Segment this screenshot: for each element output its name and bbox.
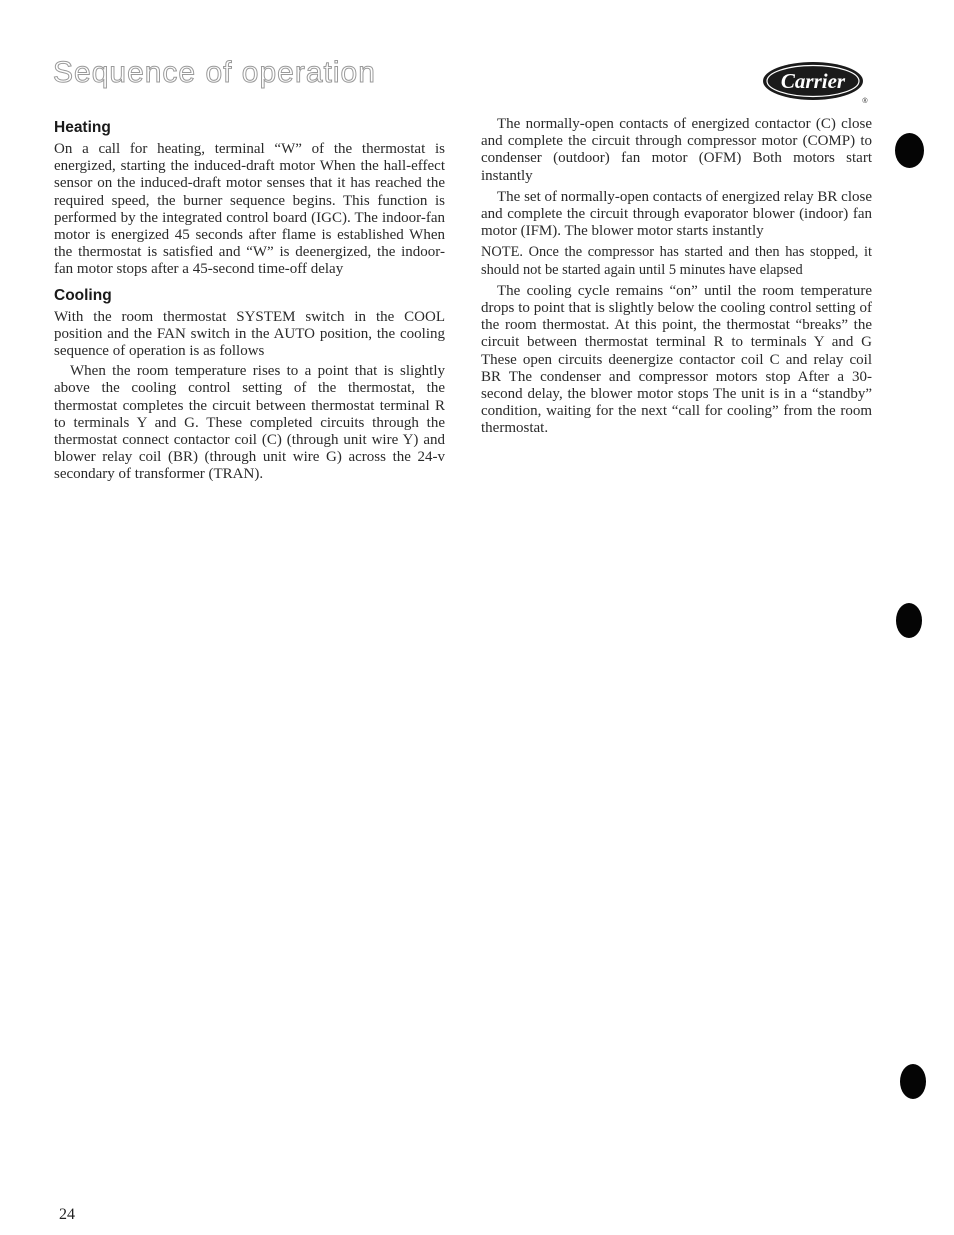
compressor-note: NOTE. Once the compressor has started and then has stopped, it should not be started again until 5 minutes have elapsed xyxy=(481,244,872,278)
cooling-cycle-paragraph: The cooling cycle remains “on” until the room temperature drops to point that is slightly below the cooling control setting of the room thermostat. At this point, the thermostat “breaks” the circuit between thermostat terminal R to terminals Y and G These open circuits deenergize contactor coil C and relay coil BR The condenser and compressor motors stop After a 30-second delay, the blower motor stops The unit is in a “standby” condition, waiting for the next “call for cooling” from the room thermostat. xyxy=(481,282,872,437)
registered-mark: ® xyxy=(862,98,868,105)
page-number: 24 xyxy=(59,1206,75,1223)
cooling-intro-paragraph: With the room thermostat SYSTEM switch in the COOL position and the FAN switch in the AUTO position, the cooling sequence of operation is as follows xyxy=(54,308,445,360)
cooling-thermostat-paragraph: When the room temperature rises to a point that is slightly above the cooling control setting of the thermostat, the thermostat completes the circuit between thermostat terminal R to terminals Y and G. These completed circuits through the thermostat connect contactor coil (C) (through unit wire Y) and blower relay coil (BR) (through unit wire G) across the 24-v secondary of transformer (TRAN). xyxy=(54,363,445,483)
binder-hole-top xyxy=(895,133,924,168)
left-column xyxy=(54,117,445,484)
carrier-logo xyxy=(761,60,873,106)
heating-paragraph: On a call for heating, terminal “W” of the thermostat is energized, starting the induced-draft motor When the hall-effect sensor on the induced-draft motor senses that it has reached the required speed, the burner sequence begins. This function is performed by the integrated control board (IGC). The indoor-fan motor is energized 45 seconds after flame is established When the thermostat is satisfied and “W” is deenergized, the indoor-fan motor stops after a 45-second time-off delay xyxy=(54,141,445,278)
logo-text: Carrier xyxy=(780,69,846,93)
page-title: Sequence of operation xyxy=(53,56,376,89)
contactor-paragraph: The normally-open contacts of energized contactor (C) close and complete the circuit through compressor motor (COMP) to condenser (outdoor) fan motor (OFM) Both motors start instantly xyxy=(481,116,872,184)
heating-heading: Heating xyxy=(54,119,111,136)
binder-hole-middle xyxy=(896,603,922,638)
right-column xyxy=(481,116,872,438)
relay-paragraph: The set of normally-open contacts of energized relay BR close and complete the circuit through evaporator blower (indoor) fan motor (IFM). The blower motor starts instantly xyxy=(481,188,873,240)
cooling-heading: Cooling xyxy=(54,286,112,304)
binder-hole-bottom xyxy=(900,1064,926,1099)
